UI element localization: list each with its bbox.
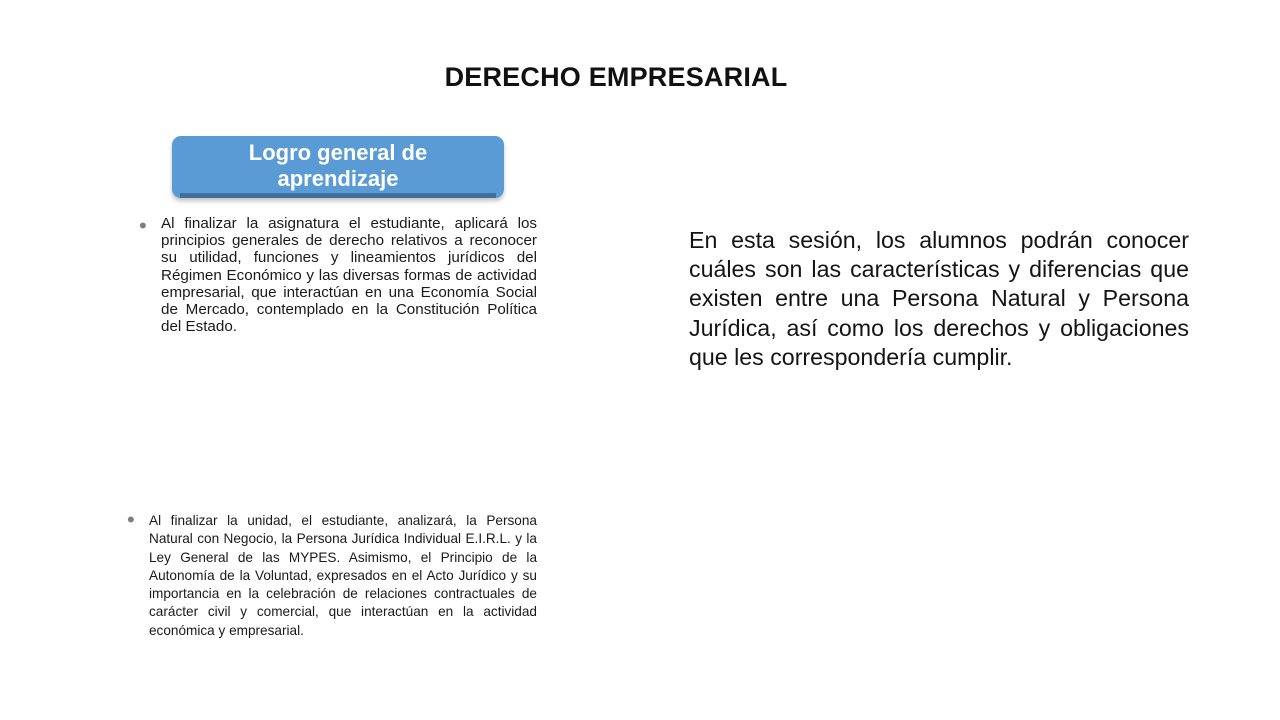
course-goal-bullet: Al finalizar la asignatura el estudiante, aplicará los principios generales de derecho relativos a reconocer su utilidad, funciones y lineamientos jurídicos del Régimen Económico y las diversas formas de actividad empresarial, que interactúan en una Economía Social de Mercado, contemplado en la Constitución Política del Estado.: [161, 215, 537, 336]
bullet-dot-icon: •: [127, 507, 135, 532]
slide-title: DERECHO EMPRESARIAL: [444, 62, 788, 92]
learning-goal-banner: [172, 136, 504, 198]
bullet-dot-icon: •: [139, 213, 147, 238]
learning-goal-banner-label: Logro general de aprendizaje: [248, 140, 428, 191]
session-description: En esta sesión, los alumnos podrán conocer cuáles son las características y diferencias que existen entre una Persona Natural y Persona Jurídica, así como los derechos y obligaciones que les correspondería cumplir.: [689, 227, 1189, 370]
unit-goal-bullet: Al finalizar la unidad, el estudiante, analizará, la Persona Natural con Negocio, la Persona Jurídica Individual E.I.R.L. y la Ley General de las MYPES. Asimismo, el Principio de la Autonomía de la Voluntad, expresados en el Acto Jurídico y su importancia en la celebración de relaciones contractuales de carácter civil y comercial, que interactúan en la actividad económica y empresarial.: [149, 513, 537, 638]
